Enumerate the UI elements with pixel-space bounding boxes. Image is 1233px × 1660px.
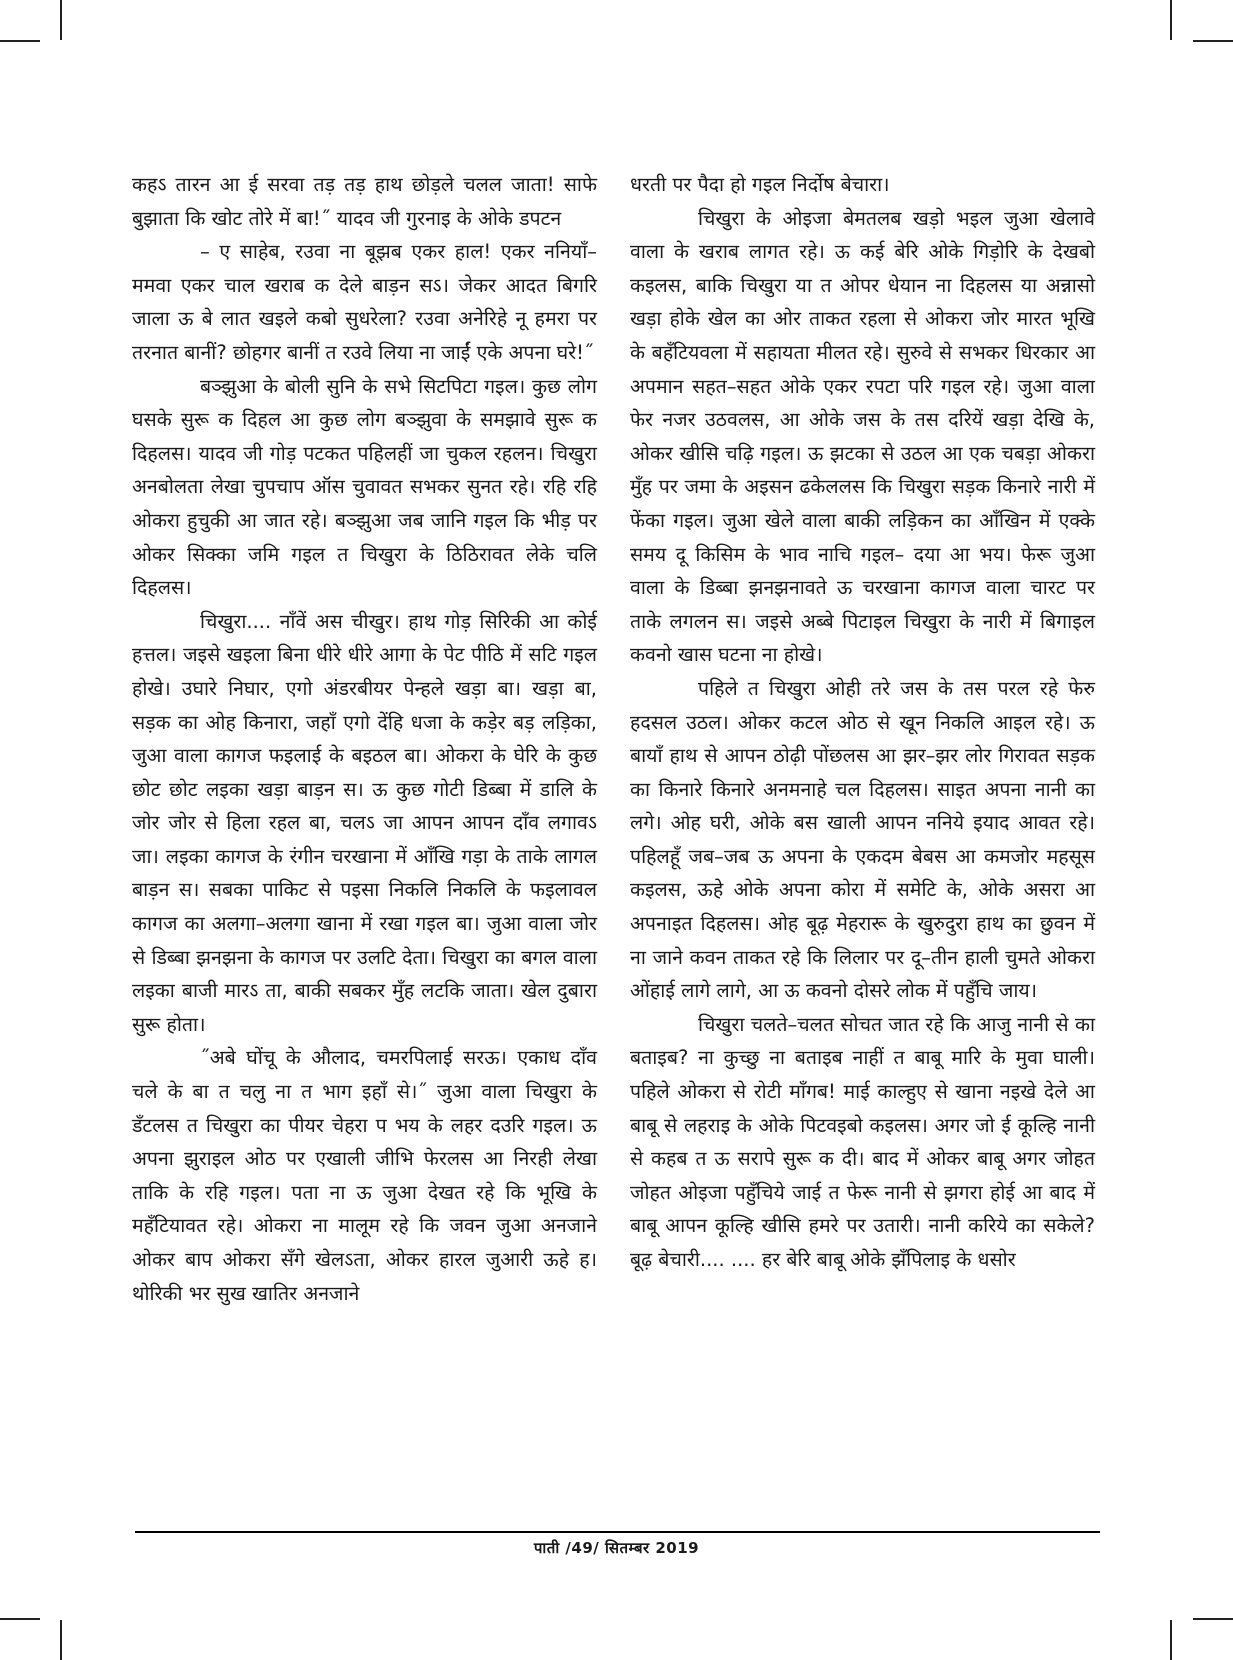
paragraph: चिखुरा के ओइजा बेमतलब खड़ो भइल जुआ खेलावे वाला के खराब लागत रहे। ऊ कई बेरि ओके गिड़ोरि के देखबो कइलस, बाकि चिखुरा या त ओपर धेयान ना दिहलस या अन्नासो खड़ा होके खेल का ओर ताकत रहला से ओकरा जोर मारत भूखि के बहँटियवला में सहायता मीलत रहे। सुरुवे से सभकर धिरकार आ अपमान सहत–सहत ओके एकर रपटा परि गइल रहे। जुआ वाला फेर नजर उठवलस, आ ओके जस के तस दरियें खड़ा देखि के, ओकर खीसि चढ़ि गइल। ऊ झटका से उठल आ एक चबड़ा ओकरा मुँह पर जमा के अइसन ढकेललस कि चिखुरा सड़क किनारे नारी में फेंका गइल। जुआ खेले वाला बाकी लड़िकन का आँखिन में एक्के समय दू किसिम के भाव नाचि गइल– दया आ भय। फेरू जुआ वाला के डिब्बा झनझनावते ऊ चरखाना कागज वाला चारट पर ताके लगलन स। जइसे अब्बे पिटाइल चिखुरा के नारी में बिगाइल कवनो खास घटना ना होखे। — [630, 206, 1095, 667]
page-footer: पाती /49/ सितम्बर 2019 — [533, 1539, 700, 1557]
left-column — [132, 168, 597, 1310]
paragraph: चिखुरा.... नाँवें अस चीखुर। हाथ गोड़ सिरिकी आ कोई हत्तल। जइसे खइला बिना धीरे धीरे आगा के पेट पीठि में सटि गइल होखे। उघारे निघार, एगो अंडरबीयर पेन्हले खड़ा बा। खड़ा बा, सड़क का ओह किनारा, जहाँ एगो देंहि धजा के कड़ेर बड़ लड़िका, जुआ वाला कागज फइलाई के बइठल बा। ओकरा के घेरि के कुछ छोट छोट लइका खड़ा बाड़न स। ऊ कुछ गोटी डिब्बा में डालि के जोर जोर से हिला रहल बा, चलऽ जा आपन आपन दाँव लगावऽ जा। लइका कागज के रंगीन चरखाना में आँखि गड़ा के ताके लागल बाड़न स। सबका पाकिट से पइसा निकलि निकलि के फइलावल कागज का अलगा–अलगा खाना में रखा गइल बा। जुआ वाला जोर से डिब्बा झनझना के कागज पर उलटि देता। चिखुरा का बगल वाला लइका बाजी मारऽ ता, बाकी सबकर मुँह लटकि जाता। खेल दुबारा सुरू होता। — [132, 609, 597, 1036]
crop-mark — [0, 1618, 40, 1620]
paragraph: ˝अबे घोंचू के औलाद, चमरपिलाई सरऊ। एकाध दाँव चले के बा त चलु ना त भाग इहाँ से।˝ जुआ वाला चिखुरा के डँटलस त चिखुरा का पीयर चेहरा प भय के लहर दउरि गइल। ऊ अपना झुराइल ओठ पर एखाली जीभि फेरलस आ निरही लेखा ताकि के रहि गइल। पता ना ऊ जुआ देखत रहे कि भूखि के महँटियावत रहे। ओकरा ना मालूम रहे कि जवन जुआ अनजाने ओकर बाप ओकरा सँगे खेलऽता, ओकर हारल जुआरी ऊहे ह। थोरिकी भर सुख खातिर अनजाने — [132, 1046, 597, 1305]
crop-mark — [1170, 1620, 1172, 1660]
paragraph: कहऽ तारन आ ई सरवा तड़ तड़ हाथ छोड़ले चलल जाता! साफे बुझाता कि खोट तोरे में बा!˝ यादव जी गुरनाइ के ओके डपटन — [132, 173, 597, 230]
crop-mark — [0, 40, 40, 42]
paragraph: बञ्झुआ के बोली सुनि के सभे सिटपिटा गइल। कुछ लोग घसके सुरू क दिहल आ कुछ लोग बञ्झुवा के समझावे सुरू क दिहलस। यादव जी गोड़ पटकत पहिलहीं जा चुकल रहलन। चिखुरा अनबोलता लेखा चुपचाप ऑस चुवावत सभकर सुनत रहे। रहि रहि ओकरा हुचुकी आ जात रहे। बञ्झुआ जब जानि गइल कि भीड़ पर ओकर सिक्का जमि गइल त चिखुरा के ठिठिरावत लेके चलि दिहलस। — [132, 374, 597, 600]
crop-mark — [1193, 40, 1233, 42]
footer-divider — [135, 1531, 1100, 1533]
paragraph: पहिले त चिखुरा ओही तरे जस के तस परल रहे फेरु हदसल उठल। ओकर कटल ओठ से खून निकलि आइल रहे। ऊ बायाँ हाथ से आपन ठोढ़ी पोंछलस आ झर–झर लोर गिरावत सड़क का किनारे किनारे अनमनाहे चल दिहलस। साइत अपना नानी का लगे। ओह घरी, ओके बस खाली आपन ननिये इयाद आवत रहे। पहिलहूँ जब–जब ऊ अपना के एकदम बेबस आ कमजोर महसूस कइलस, ऊहे ओके अपना कोरा में समेटि के, ओके असरा आ अपनाइत दिहलस। ओह बूढ़ मेहरारू के खुरुदुरा हाथ का छुवन में ना जाने कवन ताकत रहे कि लिलार पर दू–तीन हाली चुमते ओकरा ओंहाई लागे लागे, आ ऊ कवनो दोसरे लोक में पहुँचि जाय। — [630, 676, 1095, 1003]
crop-mark — [1170, 0, 1172, 40]
crop-mark — [60, 0, 62, 40]
right-column — [630, 168, 1095, 1277]
paragraph: – ए साहेब, रउवा ना बूझब एकर हाल! एकर ननियाँ–ममवा एकर चाल खराब क देले बाड़न सऽ। जेकर आदत बिगरि जाला ऊ बे लात खइले कबो सुधरेला? रउवा अनेरिहे नू हमरा पर तरनात बानीं? छोहगर बानीं त रउवे लिया ना जाईं एके अपना घरे!˝ — [132, 240, 597, 364]
crop-mark — [60, 1620, 62, 1660]
paragraph: चिखुरा चलते–चलत सोचत जात रहे कि आजु नानी से का बताइब? ना कुच्छु ना बताइब नाहीं त बाबू मारि के मुवा घाली। पहिले ओकरा से रोटी माँगब! माई काल्हुए से खाना नइखे देले आ बाबू से लहराइ के ओके पिटवइबो कइलस। अगर जो ई कूल्हि नानी से कहब त ऊ सरापे सुरू क दी। बाद में ओकर बाबू अगर जोहत जोहत ओइजा पहुँचिये जाई त फेरू नानी से झगरा होई आ बाद में बाबू आपन कूल्हि खीसि हमरे पर उतारी। नानी करिये का सकेले? बूढ़ बेचारी.... .... हर बेरि बाबू ओके झँपिलाइ के धसोर — [630, 1012, 1095, 1271]
crop-mark — [1193, 1618, 1233, 1620]
paragraph: धरती पर पैदा हो गइल निर्दोष बेचारा। — [630, 173, 890, 196]
